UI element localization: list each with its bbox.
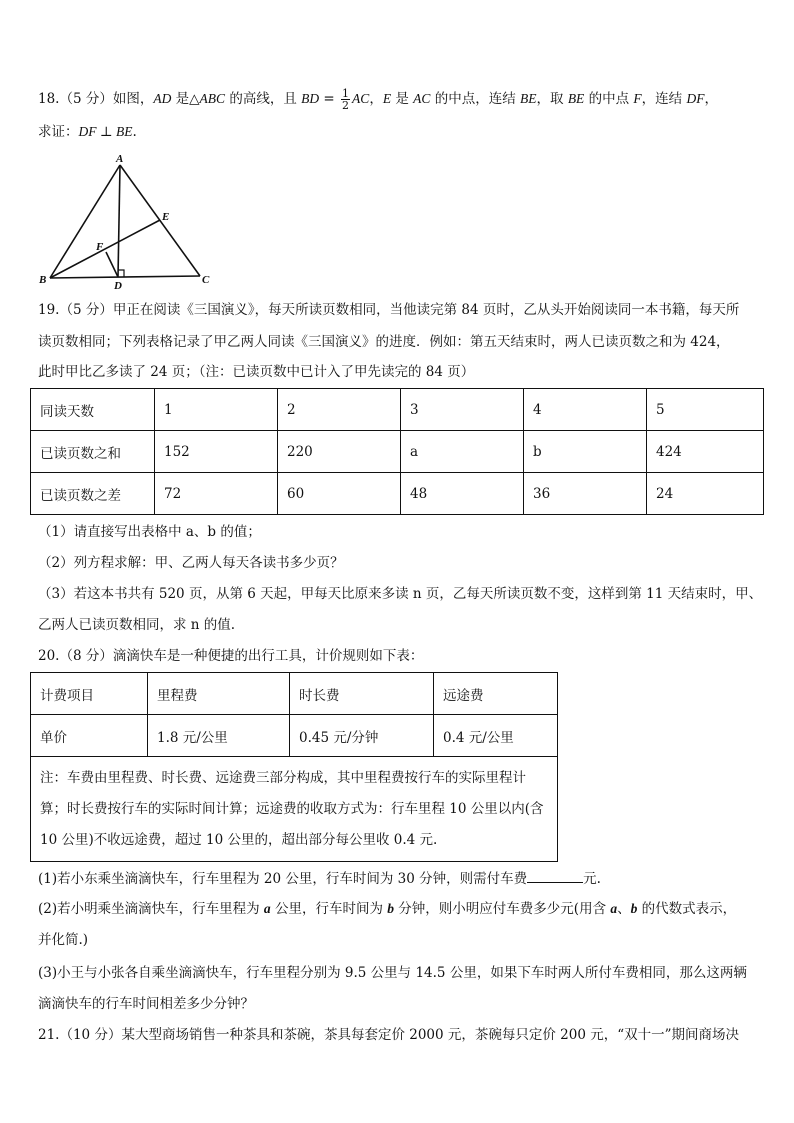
table-cell: 3: [401, 389, 524, 431]
reading-progress-table: [30, 388, 764, 515]
fare-note-cell: [31, 757, 558, 862]
table-row: [31, 389, 764, 431]
table-row: [31, 473, 764, 515]
q20-sub2-line1: (2)若小明乘坐滴滴快车，行车里程为 a 公里，行车时间为 b 分钟，则小明应付车费多少元(用含 a、b 的代数式表示，: [38, 901, 737, 917]
fare-note-line: 10 公里)不收远途费，超过 10 公里的，超出部分每公里收 0.4 元.: [40, 831, 438, 848]
label-a: A: [116, 153, 124, 165]
table-row: [31, 431, 764, 473]
table-cell: 36: [524, 473, 647, 515]
q19-sub3-line2: 乙两人已读页数相同，求 n 的值.: [38, 617, 236, 633]
q21-line1: 21.（10 分）某大型商场销售一种茶具和茶碗，茶具每套定价 2000 元，茶碗每只定价 200 元，“双十一”期间商场决: [38, 1027, 740, 1043]
q19-line1: 19.（5 分）甲正在阅读《三国演义》，每天所读页数相同，当他读完第 84 页时，乙从头开始阅读同一本书籍，每天所: [38, 302, 740, 318]
label-c: C: [202, 274, 210, 286]
fraction-one-half: $\frac{1}{2}$: [342, 87, 350, 112]
table-cell: 5: [647, 389, 764, 431]
table-cell: 4: [524, 389, 647, 431]
table-cell: a: [401, 431, 524, 473]
q19-sub1: （1）请直接写出表格中 a、b 的值；: [38, 524, 261, 540]
table-cell: 220: [278, 431, 401, 473]
q19-line3: 此时甲比乙多读了 24 页；（注：已读页数中已计入了甲先读完的 84 页）: [38, 364, 475, 380]
q18-line1: 18.（5 分）如图，AD 是△ABC 的高线，且 BD = $\frac{1}{2}$ AC，E 是 AC 的中点，连结 BE，取 BE 的中点 F，连结 DF，: [38, 87, 718, 112]
fare-note-line: 算；时长费按行车的实际时间计算；远途费的收取方式为：行车里程 10 公里以内(含: [40, 800, 544, 817]
table-cell: 里程费: [148, 673, 290, 715]
triangle-figure: [36, 152, 226, 292]
table-cell: 同读天数: [31, 389, 155, 431]
q19-sub3-line1: （3）若这本书共有 520 页，从第 6 天起，甲每天比原来多读 n 页，乙每天所读页数不变，这样到第 11 天结束时，甲、: [38, 586, 763, 602]
q20-sub1: (1)若小东乘坐滴滴快车，行车里程为 20 公里，行车时间为 30 分钟，则需付车费 元.: [38, 868, 601, 889]
table-cell: 单价: [31, 715, 148, 757]
table-cell: 424: [647, 431, 764, 473]
table-cell: 2: [278, 389, 401, 431]
q18-line2: 求证：DF ⊥ BE.: [38, 124, 137, 140]
table-cell: 0.45 元/分钟: [290, 715, 434, 757]
table-cell: 0.4 元/公里: [434, 715, 558, 757]
table-row: [31, 715, 558, 757]
label-d: D: [114, 280, 122, 292]
segment-df: [106, 252, 118, 277]
table-cell: 远途费: [434, 673, 558, 715]
fare-note-line: 注：车费由里程费、时长费、远途费三部分构成，其中里程费按行车的实际里程计: [40, 769, 526, 786]
label-b: B: [39, 274, 47, 286]
q20-sub3-line1: (3)小王与小张各自乘坐滴滴快车，行车里程分别为 9.5 公里与 14.5 公里，如果下车时两人所付车费相同，那么这两辆: [38, 965, 747, 981]
fare-table: [30, 672, 558, 862]
segment-be: [50, 220, 160, 278]
table-cell: 152: [155, 431, 278, 473]
table-cell: b: [524, 431, 647, 473]
label-e: E: [162, 211, 170, 223]
q20-sub3-line2: 滴滴快车的行车时间相差多少分钟？: [38, 996, 254, 1012]
table-cell: 60: [278, 473, 401, 515]
q20-intro: 20.（8 分）滴滴快车是一种便捷的出行工具，计价规则如下表：: [38, 648, 424, 664]
table-row: [31, 673, 558, 715]
altitude-ad: [118, 165, 120, 277]
table-cell: 计费项目: [31, 673, 148, 715]
side-bc: [50, 276, 200, 278]
answer-blank[interactable]: [527, 868, 583, 883]
table-cell: 时长费: [290, 673, 434, 715]
q20-sub2-line2: 并化简.): [38, 932, 89, 948]
label-f: F: [96, 241, 104, 253]
q19-line2: 读页数相同；下列表格记录了甲乙两人同读《三国演义》的进度．例如：第五天结束时，两人已读页数之和为 424，: [38, 334, 730, 350]
table-cell: 24: [647, 473, 764, 515]
table-cell: 已读页数之差: [31, 473, 155, 515]
table-cell: 1.8 元/公里: [148, 715, 290, 757]
table-cell: 已读页数之和: [31, 431, 155, 473]
table-cell: 1: [155, 389, 278, 431]
table-cell: 48: [401, 473, 524, 515]
q19-sub2: （2）列方程求解：甲、乙两人每天各读书多少页？: [38, 555, 344, 571]
table-row: [31, 757, 558, 862]
table-cell: 72: [155, 473, 278, 515]
